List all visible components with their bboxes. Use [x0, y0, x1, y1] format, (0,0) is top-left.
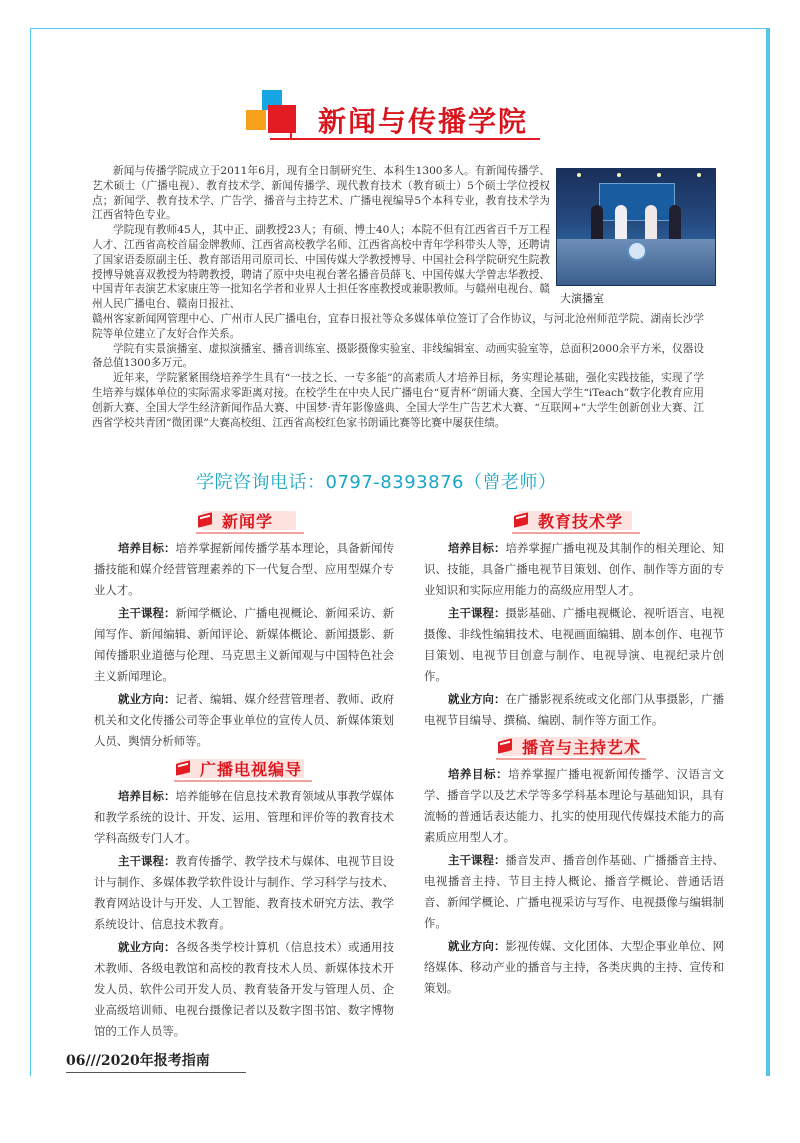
jobs-paragraph	[94, 689, 394, 752]
jobs-text: 影视传媒、文化团体、大型企事业单位、网络媒体、移动产业的播音与主持，各类庆典的主持、宣传和策划。	[424, 939, 724, 995]
section-title: 教育技术学	[538, 512, 624, 531]
footer-slashes: ///	[85, 1053, 101, 1069]
courses-label: 主干课程：	[118, 606, 176, 620]
intro-paragraph-3: 学院有实景演播室、虚拟演播室、播音训练室、摄影摄像实验室、非线编辑室、动画实验室等，总面积2000余平方米，仪器设备总值1300多万元。	[92, 342, 704, 370]
jobs-text: 各级各类学校计算机（信息技术）或通用技术教师、各级电教馆和高校的教育技术人员、新媒体技术开发人员、软件公司开发人员、教育装备开发与管理人员、企业高级培训师、电视台摄像记者以及数字图书馆、数字博物馆的工作人员等。	[94, 940, 394, 1038]
intro-paragraph-1: 新闻与传播学院成立于2011年6月，现有全日制研究生、本科生1300多人。有新闻传播学、艺术硕士（广播电视）、教育技术学、新闻传播学、现代教育技术（教育硕士）5个硕士学位授权点；新闻学、教育技术学、广告学、播音与主持艺术、广播电视编导5个本科专业，教育技术学为江西省特色专业。	[92, 165, 550, 222]
broadcast-directing-content	[94, 786, 394, 1044]
title-decoration-squares	[246, 80, 306, 140]
contact-phone: 学院咨询电话：0797-8393876（曾老师）	[196, 472, 557, 493]
goal-paragraph	[424, 538, 724, 601]
deco-square-orange	[246, 110, 266, 130]
goal-paragraph	[94, 786, 394, 849]
goal-label: 培养目标：	[448, 767, 509, 781]
college-introduction	[92, 164, 704, 430]
courses-label: 主干课程：	[118, 854, 176, 868]
footer-year: 2020	[100, 1053, 140, 1069]
footer-guide: 年报考指南	[139, 1053, 210, 1069]
courses-paragraph	[424, 850, 724, 934]
goal-label: 培养目标：	[448, 541, 506, 555]
jobs-label: 就业方向：	[448, 692, 506, 706]
goal-text: 培养掌握广播电视新闻传播学、汉语言文学、播音学以及艺术学等多学科基本理论与基础知识，具有流畅的普通话表达能力、扎实的使用现代传媒技术能力的高素质应用型人才。	[424, 767, 724, 844]
page-footer	[66, 1050, 210, 1070]
section-title: 广播电视编导	[200, 760, 303, 779]
section-heading-journalism	[196, 508, 304, 534]
courses-text: 播音发声、播音创作基础、广播播音主持、电视播音主持、节目主持人概论、播音学概论、普通话语音、新闻学概论、广播电视采访与写作、电视摄像与编辑制作。	[424, 853, 724, 930]
heading-rule	[512, 532, 640, 534]
courses-paragraph	[424, 603, 724, 687]
jobs-label: 就业方向：	[118, 692, 176, 706]
goal-label: 培养目标：	[118, 789, 176, 803]
jobs-label: 就业方向：	[448, 939, 506, 953]
jobs-paragraph	[424, 936, 724, 999]
section-heading-broadcast-directing	[174, 756, 312, 782]
section-title: 播音与主持艺术	[522, 738, 642, 757]
courses-label: 主干课程：	[448, 606, 506, 620]
section-title: 新闻学	[222, 512, 274, 531]
jobs-label: 就业方向：	[118, 940, 176, 954]
goal-text: 培养掌握广播电视及其制作的相关理论、知识、技能，具备广播电视节目策划、创作、制作等方面的专业知识和实际应用能力的高级应用型人才。	[424, 541, 724, 597]
jobs-paragraph	[94, 937, 394, 1042]
journalism-content	[94, 538, 394, 754]
intro-paragraph-4: 近年来，学院紧紧围绕培养学生具有“一技之长、一专多能”的高素质人才培养目标，务实理论基础，强化实践技能，实现了学生培养与媒体单位的实际需求零距离对接。在校学生在中央人民广播电台“夏青杯”朗诵大赛、全国大学生“iTeach”数字化教育应用创新大赛、全国大学生经济新闻作品大赛、中国梦·青年影像盛典、全国大学生广告艺术大赛、“互联网+”大学生创新创业大赛、江西省学校共青团“微团课”大赛高校组、江西省高校红色家书朗诵比赛等比赛中屡获佳绩。	[92, 372, 704, 429]
goal-paragraph	[94, 538, 394, 601]
courses-label: 主干课程：	[448, 853, 506, 867]
edu-tech-content	[424, 538, 724, 733]
page-title: 新闻与传播学院	[318, 105, 529, 138]
heading-rule	[496, 758, 646, 760]
courses-text: 摄影基础、广播电视概论、视听语言、电视摄像、非线性编辑技术、电视画面编辑、剧本创作、电视节目策划、电视节目创意与制作、电视导演、电视纪录片创作。	[424, 606, 724, 683]
courses-paragraph	[94, 603, 394, 687]
title-tick-line	[290, 110, 292, 140]
heading-rule	[196, 532, 304, 534]
footer-rule	[66, 1072, 246, 1073]
photo-caption: 大演播室	[560, 292, 604, 305]
intro-paragraph-2b: 赣州客家新闻网管理中心、广州市人民广播电台，宜春日报社等众多媒体单位签订了合作协议，与河北沧州师范学院、湖南长沙学院等单位建立了友好合作关系。	[92, 312, 704, 340]
courses-paragraph	[94, 851, 394, 935]
intro-paragraph-2a: 学院现有教师45人，其中正、副教授23人；有硕、博士40人；本院不但有江西省百千万工程人才、江西省高校首届金牌教师、江西省高校教学名师、江西省高校中青年学科带头人等，还聘请了国家语委原副主任、教育部语用司原司长、中国传媒大学教授博导、中国社会科学院研究生院教授博导姚喜双教授为特聘教授，聘请了原中央电视台著名播音员薛飞、中国传媒大学曾志华教授、中国青年表演艺术家康庄等一批知名学者和业界人士担任客座教授或兼职教师。与赣州电视台、赣州人民广播电台、赣南日报社、	[92, 224, 550, 311]
courses-text: 教育传播学、教学技术与媒体、电视节目设计与制作、多媒体教学软件设计与制作、学习科学与技术、教育网站设计与开发、人工智能、教育技术研究方法、教学系统设计、信息技术教育。	[94, 854, 394, 931]
section-heading-announcing	[496, 734, 646, 760]
heading-rule	[174, 780, 312, 782]
goal-text: 培养能够在信息技术教育领域从事教学媒体和教学系统的设计、开发、运用、管理和评价等的教育技术学科高级专门人才。	[94, 789, 394, 845]
jobs-text: 在广播影视系统或文化部门从事摄影，广播电视节目编导、撰稿、编剧、制作等方面工作。	[424, 692, 724, 727]
page-frame-right-bar	[766, 28, 770, 1076]
jobs-paragraph	[424, 689, 724, 731]
page-number: 06	[66, 1053, 86, 1069]
goal-label: 培养目标：	[118, 541, 176, 555]
section-heading-edu-tech	[512, 508, 640, 534]
jobs-text: 记者、编辑、媒介经营管理者、教师、政府机关和文化传播公司等企事业单位的宣传人员、新媒体策划人员、舆情分析师等。	[94, 692, 394, 748]
announcing-content	[424, 764, 724, 1001]
goal-paragraph	[424, 764, 724, 848]
goal-text: 培养掌握新闻传播学基本理论，具备新闻传播技能和媒介经营管理素养的下一代复合型、应用型媒介专业人才。	[94, 541, 394, 597]
courses-text: 新闻学概论、广播电视概论、新闻采访、新闻写作、新闻编辑、新闻评论、新媒体概论、新闻摄影、新闻传播职业道德与伦理、马克思主义新闻观与中国特色社会主义新闻理论。	[94, 606, 394, 683]
